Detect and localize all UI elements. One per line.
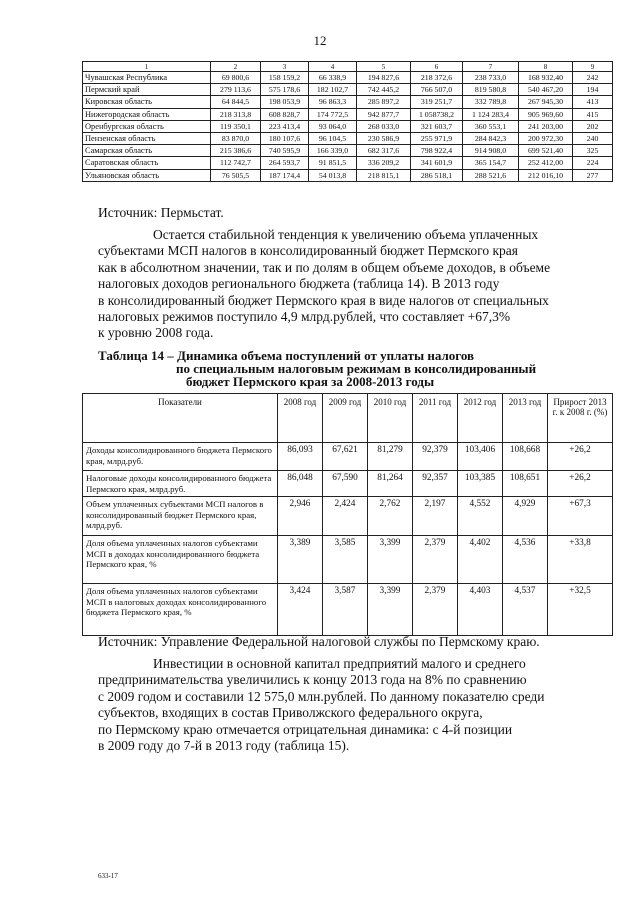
value-cell: 286 518,1: [411, 169, 463, 181]
value-cell: 86,093: [278, 443, 323, 471]
indicator-cell: Налоговые доходы консолидированного бюджета Пермского края, млрд.руб.: [83, 471, 278, 497]
value-cell: 224: [573, 157, 613, 169]
table-caption: [98, 349, 618, 388]
paragraph-line: как в абсолютном значении, так и по долям в общем объеме доходов, в объеме: [98, 259, 551, 275]
value-cell: 218 313,8: [211, 108, 261, 120]
value-cell: 264 593,7: [261, 157, 309, 169]
value-cell: 1 124 283,4: [463, 108, 519, 120]
value-cell: 76 505,5: [211, 169, 261, 181]
header-growth: Прирост 2013 г. к 2008 г. (%): [548, 394, 613, 443]
growth-cell: +67,3: [548, 497, 613, 536]
value-cell: 166 339,0: [309, 145, 357, 157]
value-cell: 4,552: [458, 497, 503, 536]
source-note-tax-service: Источник: Управление Федеральной налоговой службы по Пермскому краю.: [98, 634, 540, 649]
indicator-cell: Доля объема уплаченных налогов субъектами МСП в доходах консолидированного бюджета Пермского края, %: [83, 536, 278, 584]
value-cell: 255 971,9: [411, 132, 463, 144]
value-cell: 413: [573, 96, 613, 108]
value-cell: 194 827,6: [357, 72, 411, 84]
source-note-pemstat: Источник: Пермьстат.: [98, 205, 224, 220]
column-number: 5: [357, 62, 411, 72]
value-cell: 67,621: [323, 443, 368, 471]
column-number-row: [83, 62, 613, 72]
regional-table: [82, 61, 613, 182]
value-cell: 819 580,8: [463, 84, 519, 96]
value-cell: 96 104,5: [309, 132, 357, 144]
value-cell: 230 586,9: [357, 132, 411, 144]
header-year: 2012 год: [458, 394, 503, 443]
header-indicator: Показатели: [83, 394, 278, 443]
value-cell: 223 413,4: [261, 120, 309, 132]
value-cell: 182 102,7: [309, 84, 357, 96]
value-cell: 4,402: [458, 536, 503, 584]
paragraph-tax-dynamics: [98, 227, 612, 342]
value-cell: 914 908,0: [463, 145, 519, 157]
value-cell: 119 350,1: [211, 120, 261, 132]
value-cell: 2,379: [413, 584, 458, 636]
growth-cell: +26,2: [548, 443, 613, 471]
region-name-cell: Нижегородская область: [83, 108, 211, 120]
value-cell: 341 601,9: [411, 157, 463, 169]
value-cell: 4,536: [503, 536, 548, 584]
value-cell: 158 159,2: [261, 72, 309, 84]
value-cell: 103,385: [458, 471, 503, 497]
value-cell: 108,668: [503, 443, 548, 471]
value-cell: 67,590: [323, 471, 368, 497]
value-cell: 798 922,4: [411, 145, 463, 157]
value-cell: 180 107,6: [261, 132, 309, 144]
indicator-cell: Объем уплаченных субъектами МСП налогов в консолидированный бюджет Пермского края, млрд.руб.: [83, 497, 278, 536]
table-row: [83, 84, 613, 96]
value-cell: 3,389: [278, 536, 323, 584]
value-cell: 682 317,6: [357, 145, 411, 157]
footer-code: 633-17: [98, 872, 118, 880]
value-cell: 238 733,0: [463, 72, 519, 84]
value-cell: 277: [573, 169, 613, 181]
header-year: 2010 год: [368, 394, 413, 443]
value-cell: 200 972,30: [519, 132, 573, 144]
table-row: [83, 536, 613, 584]
value-cell: 252 412,00: [519, 157, 573, 169]
value-cell: 336 209,2: [357, 157, 411, 169]
table-row: [83, 72, 613, 84]
header-year: 2008 год: [278, 394, 323, 443]
region-name-cell: Самарская область: [83, 145, 211, 157]
indicator-cell: Доля объема уплаченных налогов субъектами МСП в налоговых доходах консолидированного бюджета Пермского края, %: [83, 584, 278, 636]
value-cell: 942 877,7: [357, 108, 411, 120]
value-cell: 218 372,6: [411, 72, 463, 84]
value-cell: 575 178,6: [261, 84, 309, 96]
value-cell: 93 064,0: [309, 120, 357, 132]
column-number: 3: [261, 62, 309, 72]
value-cell: 699 521,40: [519, 145, 573, 157]
value-cell: 81,279: [368, 443, 413, 471]
column-number: 4: [309, 62, 357, 72]
value-cell: 4,537: [503, 584, 548, 636]
table-row: [83, 145, 613, 157]
header-year: 2011 год: [413, 394, 458, 443]
value-cell: 3,587: [323, 584, 368, 636]
value-cell: 194: [573, 84, 613, 96]
value-cell: 1 058738,2: [411, 108, 463, 120]
value-cell: 360 553,1: [463, 120, 519, 132]
value-cell: 91 851,5: [309, 157, 357, 169]
column-number: 1: [83, 62, 211, 72]
value-cell: 242: [573, 72, 613, 84]
paragraph-line: предпринимательства увеличились к концу 2013 года на 8% по сравнению: [98, 672, 527, 688]
caption-line: по специальным налоговым режимам в консолидированный: [176, 361, 537, 376]
table-row: [83, 96, 613, 108]
paragraph-line: субъектов, входящих в состав Приволжского федерального округа,: [98, 705, 483, 721]
table-row: [83, 108, 613, 120]
value-cell: 240: [573, 132, 613, 144]
value-cell: 92,379: [413, 443, 458, 471]
table-row: [83, 132, 613, 144]
value-cell: 415: [573, 108, 613, 120]
value-cell: 3,399: [368, 584, 413, 636]
value-cell: 284 842,3: [463, 132, 519, 144]
column-number: 7: [463, 62, 519, 72]
paragraph-line: субъектами МСП налогов в консолидированный бюджет Пермского края: [98, 243, 518, 259]
value-cell: 321 603,7: [411, 120, 463, 132]
value-cell: 92,357: [413, 471, 458, 497]
region-name-cell: Чувашская Республика: [83, 72, 211, 84]
value-cell: 2,762: [368, 497, 413, 536]
table-header-row: [83, 394, 613, 443]
table-row: [83, 157, 613, 169]
value-cell: 103,406: [458, 443, 503, 471]
region-name-cell: Пермский край: [83, 84, 211, 96]
column-number: 2: [211, 62, 261, 72]
value-cell: 3,424: [278, 584, 323, 636]
value-cell: 268 033,0: [357, 120, 411, 132]
value-cell: 64 844,5: [211, 96, 261, 108]
paragraph-line: по Пермскому краю отмечается отрицательная динамика: с 4-й позиции: [98, 721, 513, 737]
region-name-cell: Оренбургская область: [83, 120, 211, 132]
value-cell: 766 507,0: [411, 84, 463, 96]
value-cell: 86,048: [278, 471, 323, 497]
column-number: 9: [573, 62, 613, 72]
value-cell: 2,946: [278, 497, 323, 536]
region-name-cell: Пензенская область: [83, 132, 211, 144]
region-name-cell: Саратовская область: [83, 157, 211, 169]
value-cell: 66 338,9: [309, 72, 357, 84]
table-row: [83, 497, 613, 536]
paragraph-line: в консолидированный бюджет Пермского края в виде налогов от специальных: [98, 292, 549, 308]
value-cell: 108,651: [503, 471, 548, 497]
value-cell: 4,403: [458, 584, 503, 636]
value-cell: 174 772,5: [309, 108, 357, 120]
value-cell: 218 815,1: [357, 169, 411, 181]
value-cell: 187 174,4: [261, 169, 309, 181]
growth-cell: +33,8: [548, 536, 613, 584]
paragraph-line: налоговых доходов регионального бюджета (таблица 14). В 2013 году: [98, 276, 500, 292]
paragraph-line: налоговых режимов поступило 4,9 млрд.рублей, что составляет +67,3%: [98, 309, 511, 325]
column-number: 8: [519, 62, 573, 72]
column-number: 6: [411, 62, 463, 72]
paragraph-line: Инвестиции в основной капитал предприятий малого и среднего: [153, 656, 526, 671]
table-row: [83, 471, 613, 497]
value-cell: 2,197: [413, 497, 458, 536]
value-cell: 365 154,7: [463, 157, 519, 169]
value-cell: 4,929: [503, 497, 548, 536]
value-cell: 241 203,00: [519, 120, 573, 132]
table-row: [83, 443, 613, 471]
page-number: 12: [313, 33, 327, 48]
caption-line: Таблица 14 – Динамика объема поступлений от уплаты налогов: [98, 348, 475, 363]
value-cell: 198 053,9: [261, 96, 309, 108]
paragraph-investments: [98, 656, 612, 754]
value-cell: 69 800,6: [211, 72, 261, 84]
value-cell: 288 521,6: [463, 169, 519, 181]
value-cell: 740 595,9: [261, 145, 309, 157]
value-cell: 112 742,7: [211, 157, 261, 169]
value-cell: 285 897,2: [357, 96, 411, 108]
value-cell: 2,379: [413, 536, 458, 584]
growth-cell: +26,2: [548, 471, 613, 497]
value-cell: 905 969,60: [519, 108, 573, 120]
header-year: 2013 год: [503, 394, 548, 443]
paragraph-line: к уровню 2008 года.: [98, 325, 214, 341]
paragraph-line: в 2009 году до 7-й в 2013 году (таблица 15).: [98, 738, 350, 754]
value-cell: 332 789,8: [463, 96, 519, 108]
value-cell: 319 251,7: [411, 96, 463, 108]
value-cell: 2,424: [323, 497, 368, 536]
value-cell: 267 945,30: [519, 96, 573, 108]
value-cell: 54 013,8: [309, 169, 357, 181]
region-name-cell: Кировская область: [83, 96, 211, 108]
growth-cell: +32,5: [548, 584, 613, 636]
indicator-cell: Доходы консолидированного бюджета Пермского края, млрд.руб.: [83, 443, 278, 471]
value-cell: 3,585: [323, 536, 368, 584]
table-row: [83, 584, 613, 636]
value-cell: 96 863,3: [309, 96, 357, 108]
value-cell: 83 870,0: [211, 132, 261, 144]
value-cell: 81,264: [368, 471, 413, 497]
value-cell: 742 445,2: [357, 84, 411, 96]
value-cell: 279 113,6: [211, 84, 261, 96]
caption-line: бюджет Пермского края за 2008-2013 годы: [186, 374, 435, 389]
value-cell: 3,399: [368, 536, 413, 584]
tax-revenue-table: [82, 393, 613, 636]
header-year: 2009 год: [323, 394, 368, 443]
value-cell: 168 932,40: [519, 72, 573, 84]
value-cell: 202: [573, 120, 613, 132]
region-name-cell: Ульяновская область: [83, 169, 211, 181]
paragraph-line: Остается стабильной тенденция к увеличению объема уплаченных: [153, 227, 539, 242]
value-cell: 215 386,6: [211, 145, 261, 157]
value-cell: 608 828,7: [261, 108, 309, 120]
table-row: [83, 120, 613, 132]
table-row: [83, 169, 613, 181]
paragraph-line: с 2009 годом и составили 12 575,0 млн.рублей. По данному показателю среди: [98, 688, 545, 704]
value-cell: 212 016,10: [519, 169, 573, 181]
value-cell: 325: [573, 145, 613, 157]
value-cell: 540 467,20: [519, 84, 573, 96]
